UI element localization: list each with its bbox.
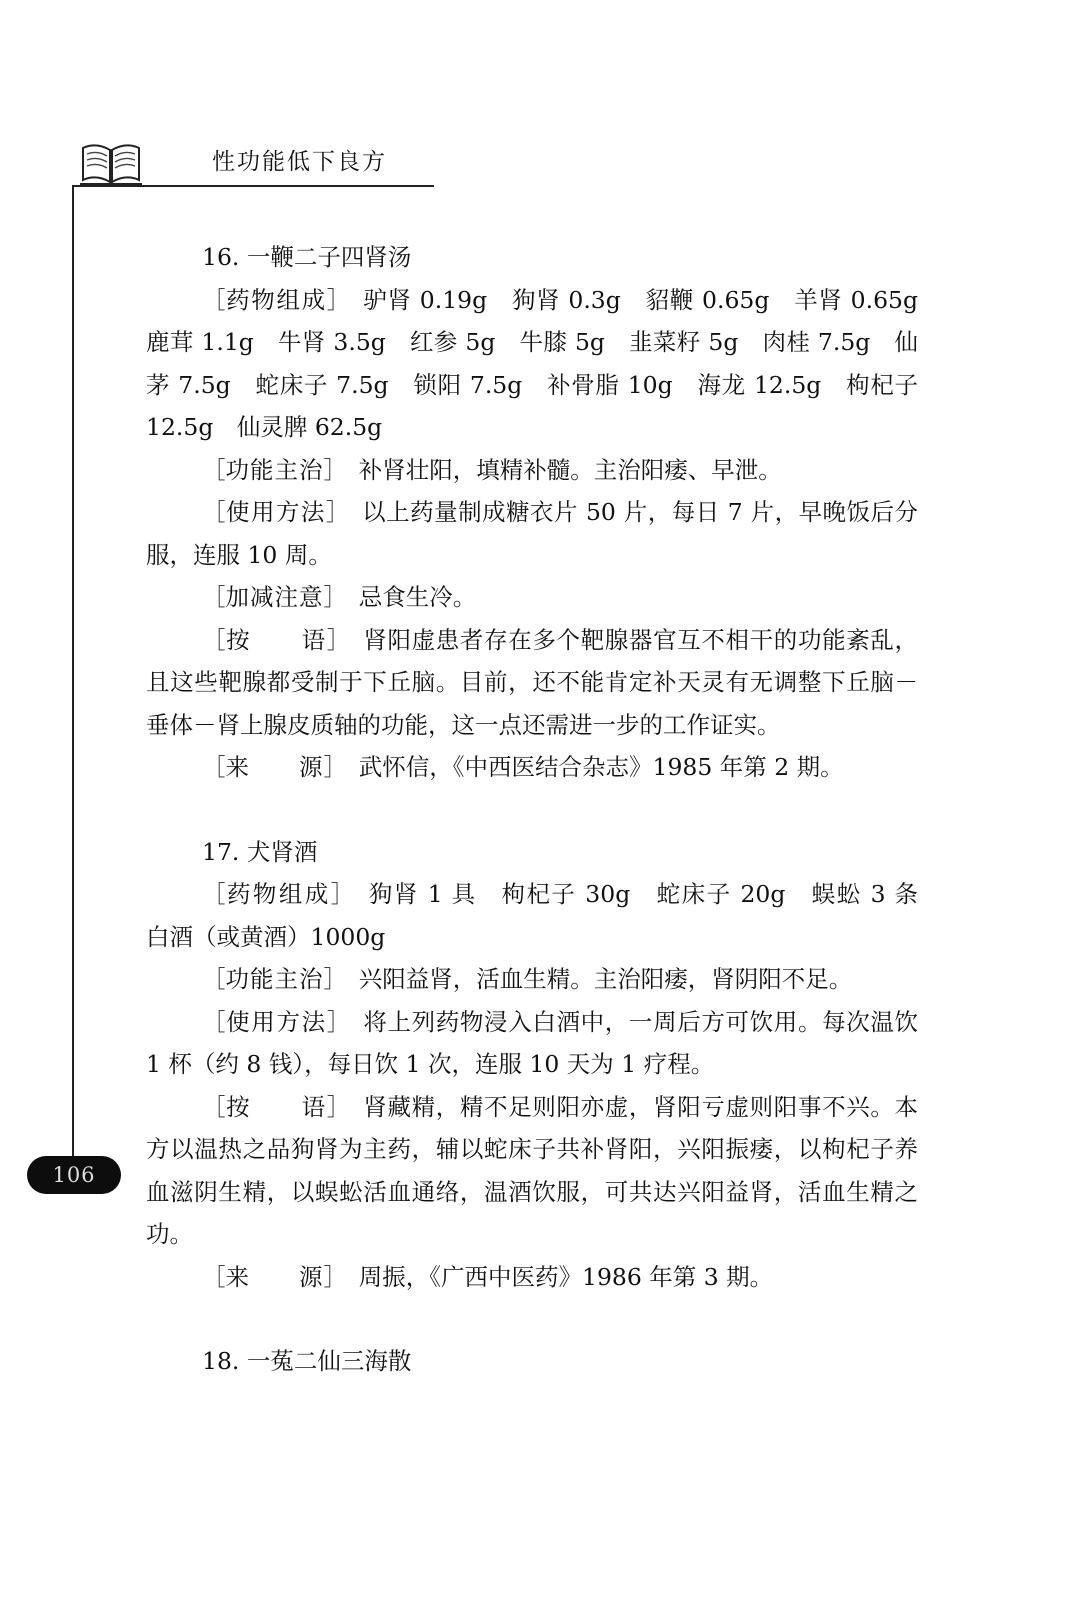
running-header-title: 性功能低下良方: [212, 149, 387, 175]
usage-text: 以上药量制成糖衣片 50 片，每日 7 片，早晚饭后分服，连服 10 周。: [146, 498, 919, 569]
ingredients-text: 驴肾 0.19g 狗肾 0.3g 貂鞭 0.65g 羊肾 0.65g 鹿茸 1.1g 牛肾 3.5g 红参 5g 牛膝 5g 韭菜籽 5g 肉桂 7.5g 仙茅 7.5g 蛇床子 7.5g 锁阳 7.5g 补骨脂 10g 海龙 12.5g 枸杞子 12.5g 仙灵脾 62.5g: [146, 285, 942, 441]
recipe-comment: ［按 语］ 肾阳虚患者存在多个靶腺器官互不相干的功能紊乱，且这些靶腺都受制于下丘脑。目前，还不能肯定补天灵有无调整下丘脑－垂体－肾上腺皮质轴的功能，这一点还需进一步的工作证实。: [146, 625, 919, 739]
left-margin-rule: [72, 185, 74, 1190]
recipe-ingredients: ［药物组成］ 狗肾 1 具 枸杞子 30g 蛇床子 20g 蜈蚣 3 条 白酒（或黄酒）1000g: [146, 880, 942, 951]
recipe-comment: ［按 语］ 肾藏精，精不足则阳亦虚，肾阳亏虚则阳事不兴。本方以温热之品狗肾为主药，辅以蛇床子共补肾阳，兴阳振痿，以枸杞子养血滋阴生精，以蜈蚣活血通络，温酒饮服，可共达兴阳益肾，活血生精之功。: [146, 1092, 919, 1248]
label-ingredients: 药物组成: [226, 285, 327, 314]
label-usage: 使用方法: [226, 1007, 327, 1036]
source-text: 武怀信，《中西医结合杂志》1985 年第 2 期。: [358, 753, 844, 781]
label-source: 来 源: [225, 1262, 324, 1291]
recipe-ingredients: ［药物组成］ 驴肾 0.19g 狗肾 0.3g 貂鞭 0.65g 羊肾 0.65g 鹿茸 1.1g 牛肾 3.5g 红参 5g 牛膝 5g 韭菜籽 5g 肉桂 7.5g 仙茅 7.5g 蛇床子 7.5g 锁阳 7.5g 补骨脂 10g 海龙 12.5g 枸杞子 12.5g 仙灵脾 62.5g: [146, 285, 942, 441]
recipe-title: 16. 一鞭二子四肾汤: [202, 243, 412, 271]
body-text: [146, 236, 942, 1383]
usage-text: 将上列药物浸入白酒中，一周后方可饮用。每次温饮 1 杯（约 8 钱），每日饮 1 次，连服 10 天为 1 疗程。: [146, 1007, 919, 1078]
header-rule: [72, 185, 434, 187]
label-notes: 加减注意: [225, 583, 324, 611]
label-comment: 按 语: [226, 625, 327, 654]
recipe-usage: ［使用方法］ 将上列药物浸入白酒中，一周后方可饮用。每次温饮 1 杯（约 8 钱），每日饮 1 次，连服 10 天为 1 疗程。: [146, 1007, 919, 1078]
comment-text: 肾阳虚患者存在多个靶腺器官互不相干的功能紊乱，且这些靶腺都受制于下丘脑。目前，还不能肯定补天灵有无调整下丘脑－垂体－肾上腺皮质轴的功能，这一点还需进一步的工作证实。: [146, 625, 919, 739]
recipe-source: ［来 源］ 周振，《广西中医药》1986 年第 3 期。: [202, 1262, 774, 1291]
recipe-indications: ［功能主治］ 补肾壮阳，填精补髓。主治阳痿、早泄。: [202, 455, 782, 484]
recipe-indications: ［功能主治］ 兴阳益肾，活血生精。主治阳痿，肾阴阳不足。: [202, 965, 853, 993]
page-number: 106: [27, 1156, 121, 1194]
comment-text: 肾藏精，精不足则阳亦虚，肾阳亏虚则阳事不兴。本方以温热之品狗肾为主药，辅以蛇床子共补肾阳，兴阳振痿，以枸杞子养血滋阴生精，以蜈蚣活血通络，温酒饮服，可共达兴阳益肾，活血生精之功。: [146, 1092, 919, 1248]
recipe-source: ［来 源］ 武怀信，《中西医结合杂志》1985 年第 2 期。: [202, 753, 844, 781]
label-usage: 使用方法: [225, 498, 326, 526]
label-indications: 功能主治: [225, 965, 324, 993]
recipe-notes: ［加减注意］ 忌食生冷。: [202, 583, 477, 611]
ingredients-text: 狗肾 1 具 枸杞子 30g 蛇床子 20g 蜈蚣 3 条 白酒（或黄酒）1000g: [146, 880, 942, 951]
label-indications: 功能主治: [225, 455, 324, 484]
recipe-title: 17. 犬肾酒: [202, 837, 318, 866]
label-comment: 按 语: [226, 1092, 327, 1121]
open-book-icon: [80, 140, 142, 186]
recipe-title: 18. 一菟二仙三海散: [202, 1347, 412, 1375]
section-gap: [146, 1298, 918, 1340]
indications-text: 兴阳益肾，活血生精。主治阳痿，肾阴阳不足。: [358, 965, 853, 993]
indications-text: 补肾壮阳，填精补髓。主治阳痿、早泄。: [358, 455, 782, 484]
notes-text: 忌食生冷。: [358, 583, 477, 611]
label-source: 来 源: [225, 753, 324, 781]
source-text: 周振，《广西中医药》1986 年第 3 期。: [358, 1262, 774, 1291]
label-ingredients: 药物组成: [226, 880, 331, 908]
section-gap: [146, 789, 918, 831]
recipe-usage: ［使用方法］ 以上药量制成糖衣片 50 片，每日 7 片，早晚饭后分服，连服 10 周。: [146, 498, 919, 569]
